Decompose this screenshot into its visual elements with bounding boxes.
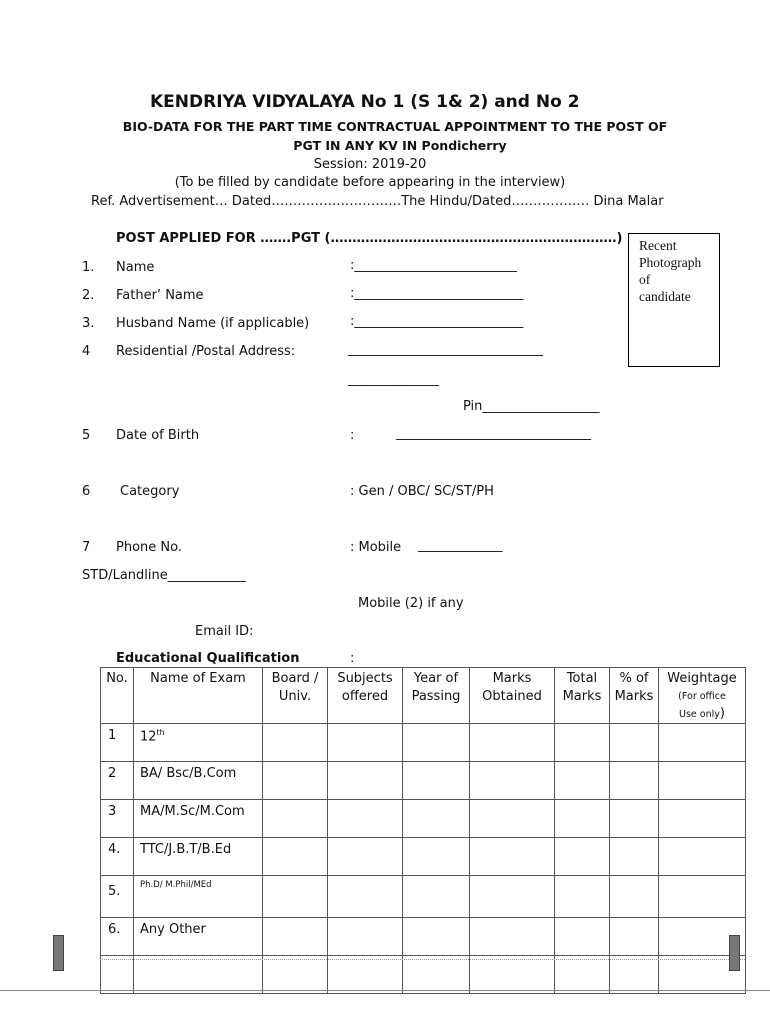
father-number: 2.	[82, 288, 95, 303]
session: Session: 2019-20	[313, 157, 427, 172]
husband-label: Husband Name (if applicable)	[116, 316, 310, 331]
education-table	[100, 667, 746, 994]
category-label: Category	[120, 484, 180, 499]
table-row: 5. Ph.D/ M.Phil/MEd	[101, 876, 746, 918]
dob-label: Date of Birth	[116, 428, 200, 443]
address-number: 4	[82, 344, 91, 359]
table-row: 4. TTC/J.B.T/B.Ed	[101, 838, 746, 876]
page-divider	[0, 990, 770, 991]
table-row: 2 BA/ Bsc/B.Com	[101, 762, 746, 800]
subtitle-line2: PGT IN ANY KV IN Pondicherry	[293, 138, 507, 153]
photo-box	[628, 233, 720, 367]
header-marks: Marks Obtained	[470, 668, 555, 724]
header-year: Year of Passing	[403, 668, 470, 724]
photo-text-3: of	[639, 272, 651, 287]
std-landline-field[interactable]: STD/Landline____________	[82, 568, 246, 583]
photo-text-2: Photograph	[639, 255, 702, 270]
phone-number: 7	[82, 540, 91, 555]
dob-number: 5	[82, 428, 91, 443]
photo-text-1: Recent	[639, 238, 677, 253]
mobile-field[interactable]: _____________	[418, 538, 503, 553]
table-row: 3 MA/M.Sc/M.Com	[101, 800, 746, 838]
header-percent: % of Marks	[610, 668, 659, 724]
dob-colon: :	[350, 428, 355, 443]
dob-field[interactable]: ______________________________	[396, 426, 591, 441]
address-field-2[interactable]: ______________	[348, 372, 439, 387]
address-label: Residential /Postal Address:	[116, 344, 296, 359]
header-subjects: Subjects offered	[328, 668, 403, 724]
category-options: : Gen / OBC/ SC/ST/PH	[350, 484, 494, 499]
mobile2-label: Mobile (2) if any	[358, 596, 464, 611]
photo-text-4: candidate	[639, 289, 691, 304]
table-row: 6. Any Other	[101, 918, 746, 956]
name-field[interactable]: :_________________________	[350, 258, 517, 273]
name-number: 1.	[82, 260, 95, 275]
header-no: No.	[101, 668, 134, 724]
category-number: 6	[82, 484, 91, 499]
header-weightage: Weightage (For office Use only)	[659, 668, 746, 724]
edu-colon: :	[350, 651, 355, 666]
left-scroll-marker	[53, 935, 64, 971]
table-row: 1 12th	[101, 724, 746, 762]
father-label: Father’ Name	[116, 288, 204, 303]
husband-field[interactable]: :__________________________	[350, 314, 524, 329]
header-total: Total Marks	[555, 668, 610, 724]
right-scroll-marker	[729, 935, 740, 971]
edu-label: Educational Qualification	[116, 651, 300, 666]
father-field[interactable]: :__________________________	[350, 286, 524, 301]
header-exam: Name of Exam	[134, 668, 263, 724]
page-bottom-dotted-line	[100, 959, 745, 960]
reference-line: Ref. Advertisement… Dated…………………………The Hindu/Dated……………… Dina Malar	[91, 194, 664, 209]
pin-field[interactable]: Pin__________________	[463, 399, 600, 414]
phone-label: Phone No.	[116, 540, 182, 555]
mobile-label: : Mobile	[350, 540, 402, 555]
name-label: Name	[116, 260, 155, 275]
post-applied: POST APPLIED FOR …….PGT (…………………………………………………………)	[116, 231, 623, 246]
husband-number: 3.	[82, 316, 95, 331]
email-label: Email ID:	[195, 624, 254, 639]
address-field-1[interactable]: ______________________________	[348, 342, 543, 357]
document-title: KENDRIYA VIDYALAYA No 1 (S 1& 2) and No 2	[150, 92, 580, 112]
header-board: Board / Univ.	[263, 668, 328, 724]
table-header-row	[101, 668, 746, 724]
subtitle-line1: BIO-DATA FOR THE PART TIME CONTRACTUAL APPOINTMENT TO THE POST OF	[122, 119, 668, 134]
table-row	[101, 956, 746, 994]
instruction: (To be filled by candidate before appearing in the interview)	[174, 175, 566, 190]
